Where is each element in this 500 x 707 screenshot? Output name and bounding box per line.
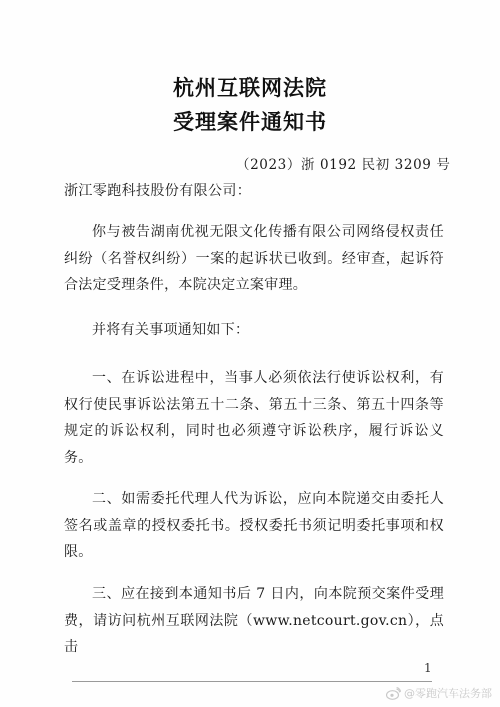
paragraph-item-2: 二、如需委托代理人代为诉讼，应向本院递交由委托人签名或盖章的授权委托书。授权委托书须记明委托事项和权限。 (64, 491, 444, 560)
document-title: 受理案件通知书 (173, 110, 327, 134)
addressee: 浙江零跑科技股份有限公司： (64, 183, 252, 199)
footer-divider (72, 681, 432, 682)
weibo-icon (386, 687, 401, 700)
court-name: 杭州互联网法院 (173, 76, 327, 100)
paragraph-item-3: 三、应在接到本通知书后 7 日内，向本院预交案件受理费，请访问杭州互联网法院（www.netcourt.gov.cn），点击 (64, 586, 444, 655)
paragraph-item-1: 一、在诉讼进程中，当事人必须依法行使诉讼权利，有权行使民事诉讼法第五十二条、第五十三条、第五十四条等规定的诉讼权利，同时也必须遵守诉讼秩序，履行诉讼义务。 (64, 370, 444, 466)
paragraph-acceptance: 你与被告湖南优视无限文化传播有限公司网络侵权责任纠纷（名誉权纠纷）一案的起诉状已收到。经审查，起诉符合法定受理条件，本院决定立案审理。 (64, 224, 444, 293)
watermark-text: @零跑汽车法务部 (404, 687, 492, 700)
page-number: 1 (424, 661, 432, 675)
paragraph-notice-intro: 并将有关事项通知如下： (92, 322, 250, 338)
case-number: （2023）浙 0192 民初 3209 号 (236, 157, 451, 173)
watermark (386, 685, 492, 701)
